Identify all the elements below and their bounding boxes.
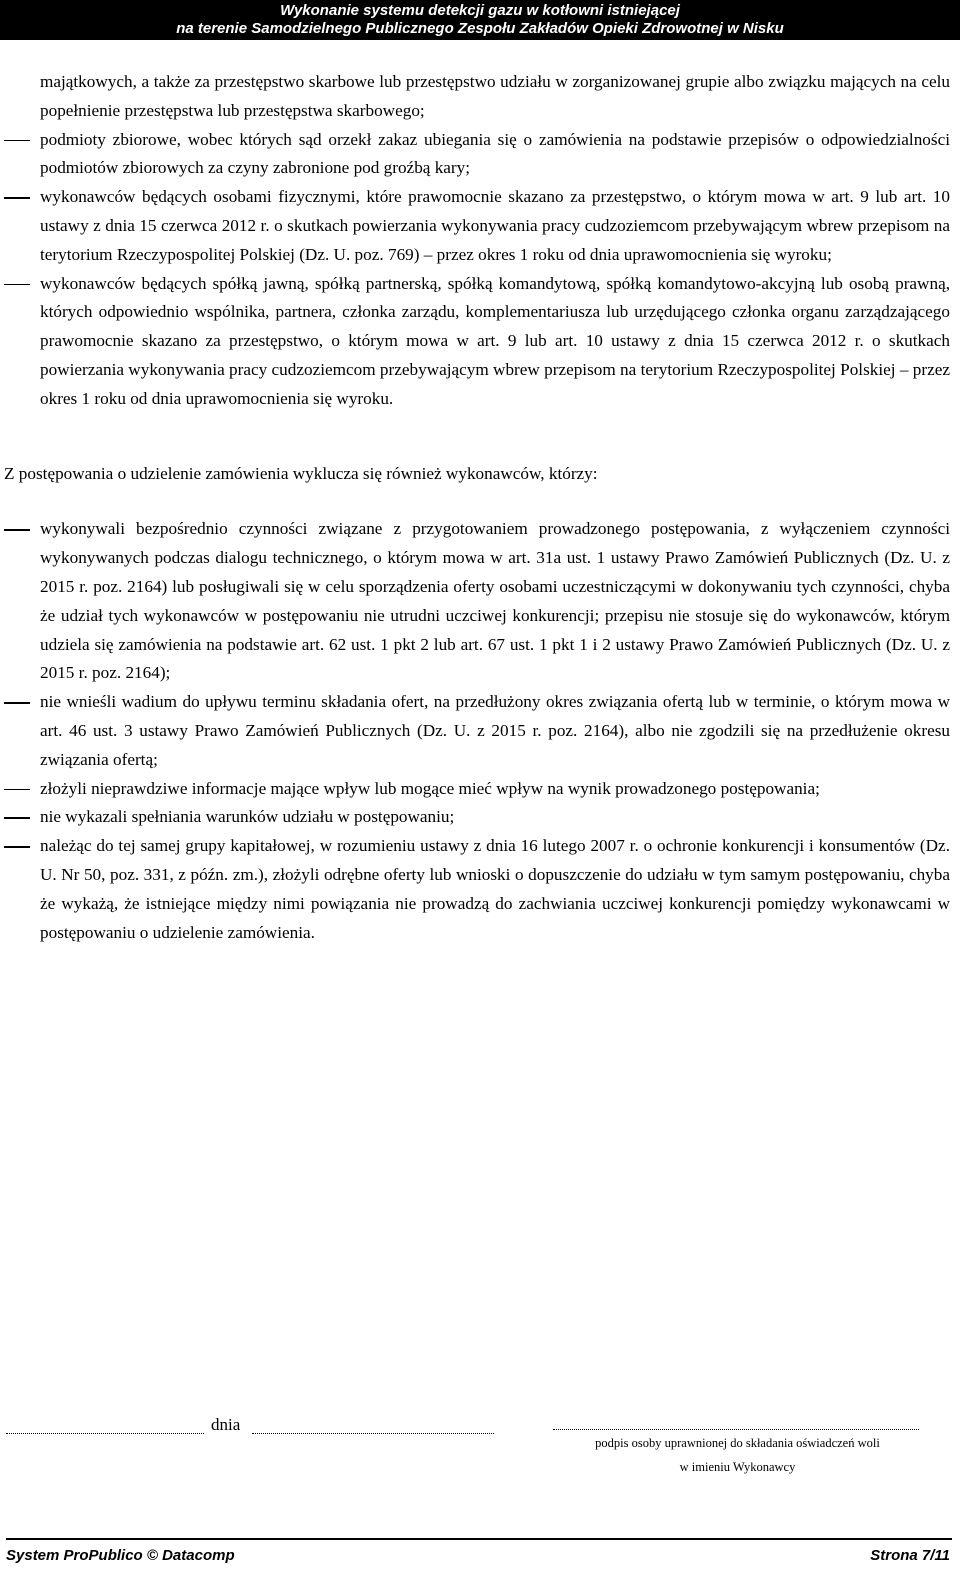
exclusion-intro: Z postępowania o udzielenie zamówienia wyklucza się również wykonawców, którzy: xyxy=(4,463,598,483)
list-item xyxy=(0,126,950,184)
signature-area xyxy=(0,1413,960,1483)
list-item-text: podmioty zbiorowe, wobec których sąd orzekł zakaz ubiegania się o zamówienia na podstawie przepisów o odpowiedzialności podmiotów zbiorowych za czyny zabronione pod groźbą kary; xyxy=(40,129,950,178)
header-title-line1: Wykonanie systemu detekcji gazu w kotłowni istniejącej xyxy=(280,2,680,19)
page-header xyxy=(0,0,960,40)
list-item xyxy=(0,688,950,774)
list-item xyxy=(0,832,950,947)
list-item-text: należąc do tej samej grupy kapitałowej, w rozumieniu ustawy z dnia 16 lutego 2007 r. o ochronie konkurencji i konsumentów (Dz. U. Nr 50, poz. 331, z późn. zm.), złożyli odrębne oferty lub wnioski o dopuszczenie do udziału w tym samym postępowaniu, chyba że wykażą, że istniejące między nimi powiązania nie prowadzą do zachwiania uczciwej konkurencji pomiędzy wykonawcami w postępowaniu o udzielenie zamówienia. xyxy=(40,836,950,942)
dash-bullet-icon xyxy=(4,702,30,703)
footer-divider xyxy=(6,1538,952,1540)
dash-bullet-icon xyxy=(4,284,30,285)
dash-bullet-icon xyxy=(4,529,30,530)
date-label: dnia xyxy=(211,1415,241,1434)
list-item-text: wykonywali bezpośrednio czynności związane z przygotowaniem prowadzonego postępowania, z wyłączeniem czynności wykonywanych podczas dialogu technicznego, o którym mowa w art. 31a ust. 1 ustawy Prawo Zamówień Publicznych (Dz. U. z 2015 r. poz. 2164) lub posługiwali się w celu sporządzenia oferty osobami uczestniczącymi w dokonywaniu tych czynności, chyba że udział tych wykonawców w postępowaniu nie utrudni uczciwej konkurencji; przepisu nie stosuje się do wykonawców, którym udziela się zamówienia na podstawie art. 62 ust. 1 pkt 2 lub art. 67 ust. 1 pkt 1 i 2 ustawy Prawo Zamówień Publicznych (Dz. U. z 2015 r. poz. 2164); xyxy=(40,519,950,683)
dash-bullet-icon xyxy=(4,140,30,141)
list-item-text: wykonawców będących osobami fizycznymi, które prawomocnie skazano za przestępstwo, o którym mowa w art. 9 lub art. 10 ustawy z dnia 15 czerwca 2012 r. o skutkach powierzania wykonywania pracy cudzoziemcom przebywającym wbrew przepisom na terytorium Rzeczypospolitej Polskiej (Dz. U. poz. 769) – przez okres 1 roku od dnia uprawomocnienia się wyroku; xyxy=(40,187,950,264)
list-item-text: nie wnieśli wadium do upływu terminu składania ofert, na przedłużony okres związania ofertą lub w terminie, o którym mowa w art. 46 ust. 3 ustawy Prawo Zamówień Publicznych (Dz. U. z 2015 r. poz. 2164), albo nie zgodzili się na przedłużenie okresu związania ofertą; xyxy=(40,692,950,769)
document-body xyxy=(0,68,960,947)
dash-bullet-icon xyxy=(4,817,30,818)
list-item-text: nie wykazali spełniania warunków udziału w postępowaniu; xyxy=(40,807,455,827)
signature-dotted-line xyxy=(553,1429,919,1430)
place-dotted-line xyxy=(6,1433,204,1434)
list-item xyxy=(0,775,950,804)
exclusion-list-1 xyxy=(0,126,960,414)
list-item xyxy=(0,183,950,269)
signature-caption-2: w imieniu Wykonawcy xyxy=(679,1460,796,1474)
dash-bullet-icon xyxy=(4,197,30,198)
date-dotted-line xyxy=(252,1433,494,1434)
list-item xyxy=(0,515,950,688)
header-title-line2: na terenie Samodzielnego Publicznego Zespołu Zakładów Opieki Zdrowotnej w Nisku xyxy=(176,20,784,37)
exclusion-list-2 xyxy=(0,515,960,947)
list-item xyxy=(0,803,950,832)
list-item-text: wykonawców będących spółką jawną, spółką partnerską, spółką komandytową, spółką komandytowo-akcyjną lub osobą prawną, których odpowiednio wspólnika, partnera, członka zarządu, komplementariusza lub urzędującego członka organu zarządzającego prawomocnie skazano za przestępstwo, o którym mowa w art. 9 lub art. 10 ustawy z dnia 15 czerwca 2012 r. o skutkach powierzania wykonywania pracy cudzoziemcom przebywającym wbrew przepisom na terytorium Rzeczypospolitej Polskiej – przez okres 1 roku od dnia uprawomocnienia się wyroku. xyxy=(40,273,950,408)
dash-bullet-icon xyxy=(4,789,30,790)
list-item-text: złożyli nieprawdziwe informacje mające wpływ lub mogące mieć wpływ na wynik prowadzonego postępowania; xyxy=(40,778,820,798)
footer-system-name: System ProPublico © Datacomp xyxy=(6,1547,235,1564)
continuation-paragraph: majątkowych, a także za przestępstwo skarbowe lub przestępstwo udziału w zorganizowanej grupie albo związku mających na celu popełnienie przestępstwa lub przestępstwa skarbowego; xyxy=(40,72,950,120)
list-item xyxy=(0,270,950,414)
signature-caption: podpis osoby uprawnionej do składania oświadczeń woli xyxy=(595,1436,880,1450)
page-number: Strona 7/11 xyxy=(870,1547,950,1564)
dash-bullet-icon xyxy=(4,846,30,847)
